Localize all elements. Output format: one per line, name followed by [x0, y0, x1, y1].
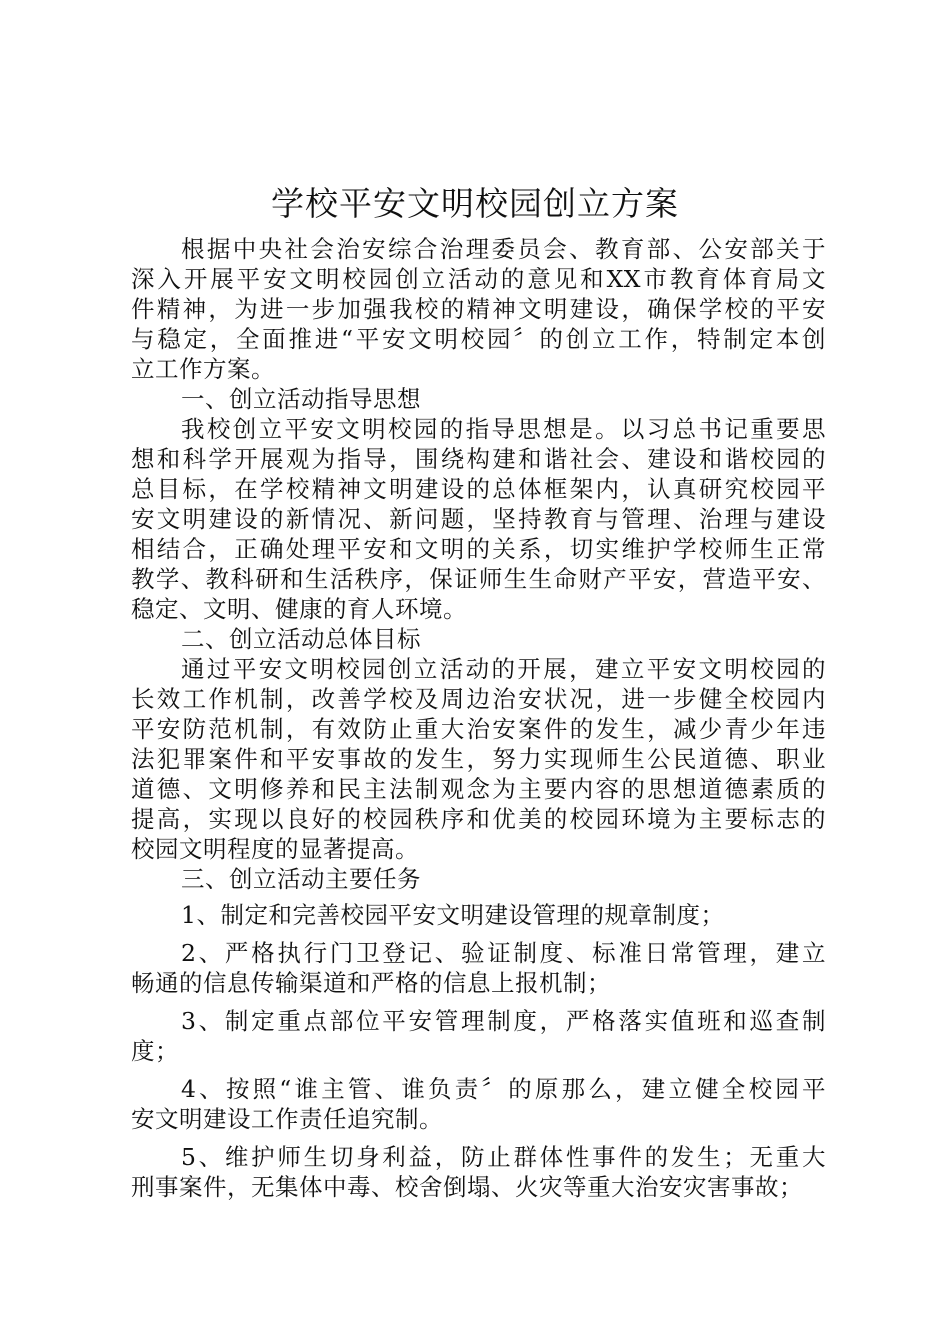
- list-item-line: 度；: [131, 1037, 179, 1065]
- paragraph-line: 提高，实现以良好的校园秩序和优美的校园环境为主要标志的: [131, 805, 826, 833]
- paragraph-line: 深入开展平安文明校园创立活动的意见和XX市教育体育局文: [131, 265, 826, 293]
- paragraph-line: 长效工作机制，改善学校及周边治安状况，进一步健全校园内: [131, 685, 826, 713]
- paragraph-line: 总目标，在学校精神文明建设的总体框架内，认真研究校园平: [131, 475, 826, 503]
- paragraph-line: 与稳定，全面推进“平安文明校园〞的创立工作，特制定本创: [131, 325, 826, 353]
- paragraph-line: 我校创立平安文明校园的指导思想是。以习总书记重要思: [181, 415, 826, 443]
- paragraph-line: 道德、文明修养和民主法制观念为主要内容的思想道德素质的: [131, 775, 826, 803]
- list-item-line: 2、严格执行门卫登记、验证制度、标准日常管理，建立: [181, 939, 826, 967]
- list-item-line: 4、按照“谁主管、谁负责〞的原那么，建立健全校园平: [181, 1075, 826, 1103]
- paragraph-line: 安文明建设的新情况、新问题，坚持教育与管理、治理与建设: [131, 505, 826, 533]
- list-item-line: 5、维护师生切身利益，防止群体性事件的发生；无重大: [181, 1143, 826, 1171]
- paragraph-line: 平安防范机制，有效防止重大治安案件的发生，减少青少年违: [131, 715, 826, 743]
- document-title: 学校平安文明校园创立方案: [271, 184, 679, 223]
- list-item-line: 1、制定和完善校园平安文明建设管理的规章制度；: [181, 901, 725, 929]
- paragraph-line: 根据中央社会治安综合治理委员会、教育部、公安部关于: [181, 235, 826, 263]
- list-item-line: 畅通的信息传输渠道和严格的信息上报机制；: [131, 969, 611, 997]
- paragraph-line: 立工作方案。: [131, 355, 275, 383]
- paragraph-line: 相结合，正确处理平安和文明的关系，切实维护学校师生正常: [131, 535, 826, 563]
- paragraph-line: 校园文明程度的显著提高。: [131, 835, 419, 863]
- section-heading: 一、创立活动指导思想: [181, 385, 421, 413]
- list-item-line: 刑事案件，无集体中毒、校舍倒塌、火灾等重大治安灾害事故；: [131, 1173, 803, 1201]
- section-heading: 三、创立活动主要任务: [181, 865, 421, 893]
- paragraph-line: 通过平安文明校园创立活动的开展，建立平安文明校园的: [181, 655, 826, 683]
- document-body: [131, 234, 826, 1202]
- paragraph-line: 稳定、文明、健康的育人环境。: [131, 595, 467, 623]
- list-item-line: 安文明建设工作责任追究制。: [131, 1105, 443, 1133]
- paragraph-line: 件精神，为进一步加强我校的精神文明建设，确保学校的平安: [131, 295, 826, 323]
- paragraph-line: 法犯罪案件和平安事故的发生，努力实现师生公民道德、职业: [131, 745, 826, 773]
- paragraph-line: 教学、教科研和生活秩序，保证师生生命财产平安，营造平安、: [131, 565, 826, 593]
- list-item-line: 3、制定重点部位平安管理制度，严格落实值班和巡查制: [181, 1007, 826, 1035]
- paragraph-line: 想和科学开展观为指导，围绕构建和谐社会、建设和谐校园的: [131, 445, 826, 473]
- section-heading: 二、创立活动总体目标: [181, 625, 421, 653]
